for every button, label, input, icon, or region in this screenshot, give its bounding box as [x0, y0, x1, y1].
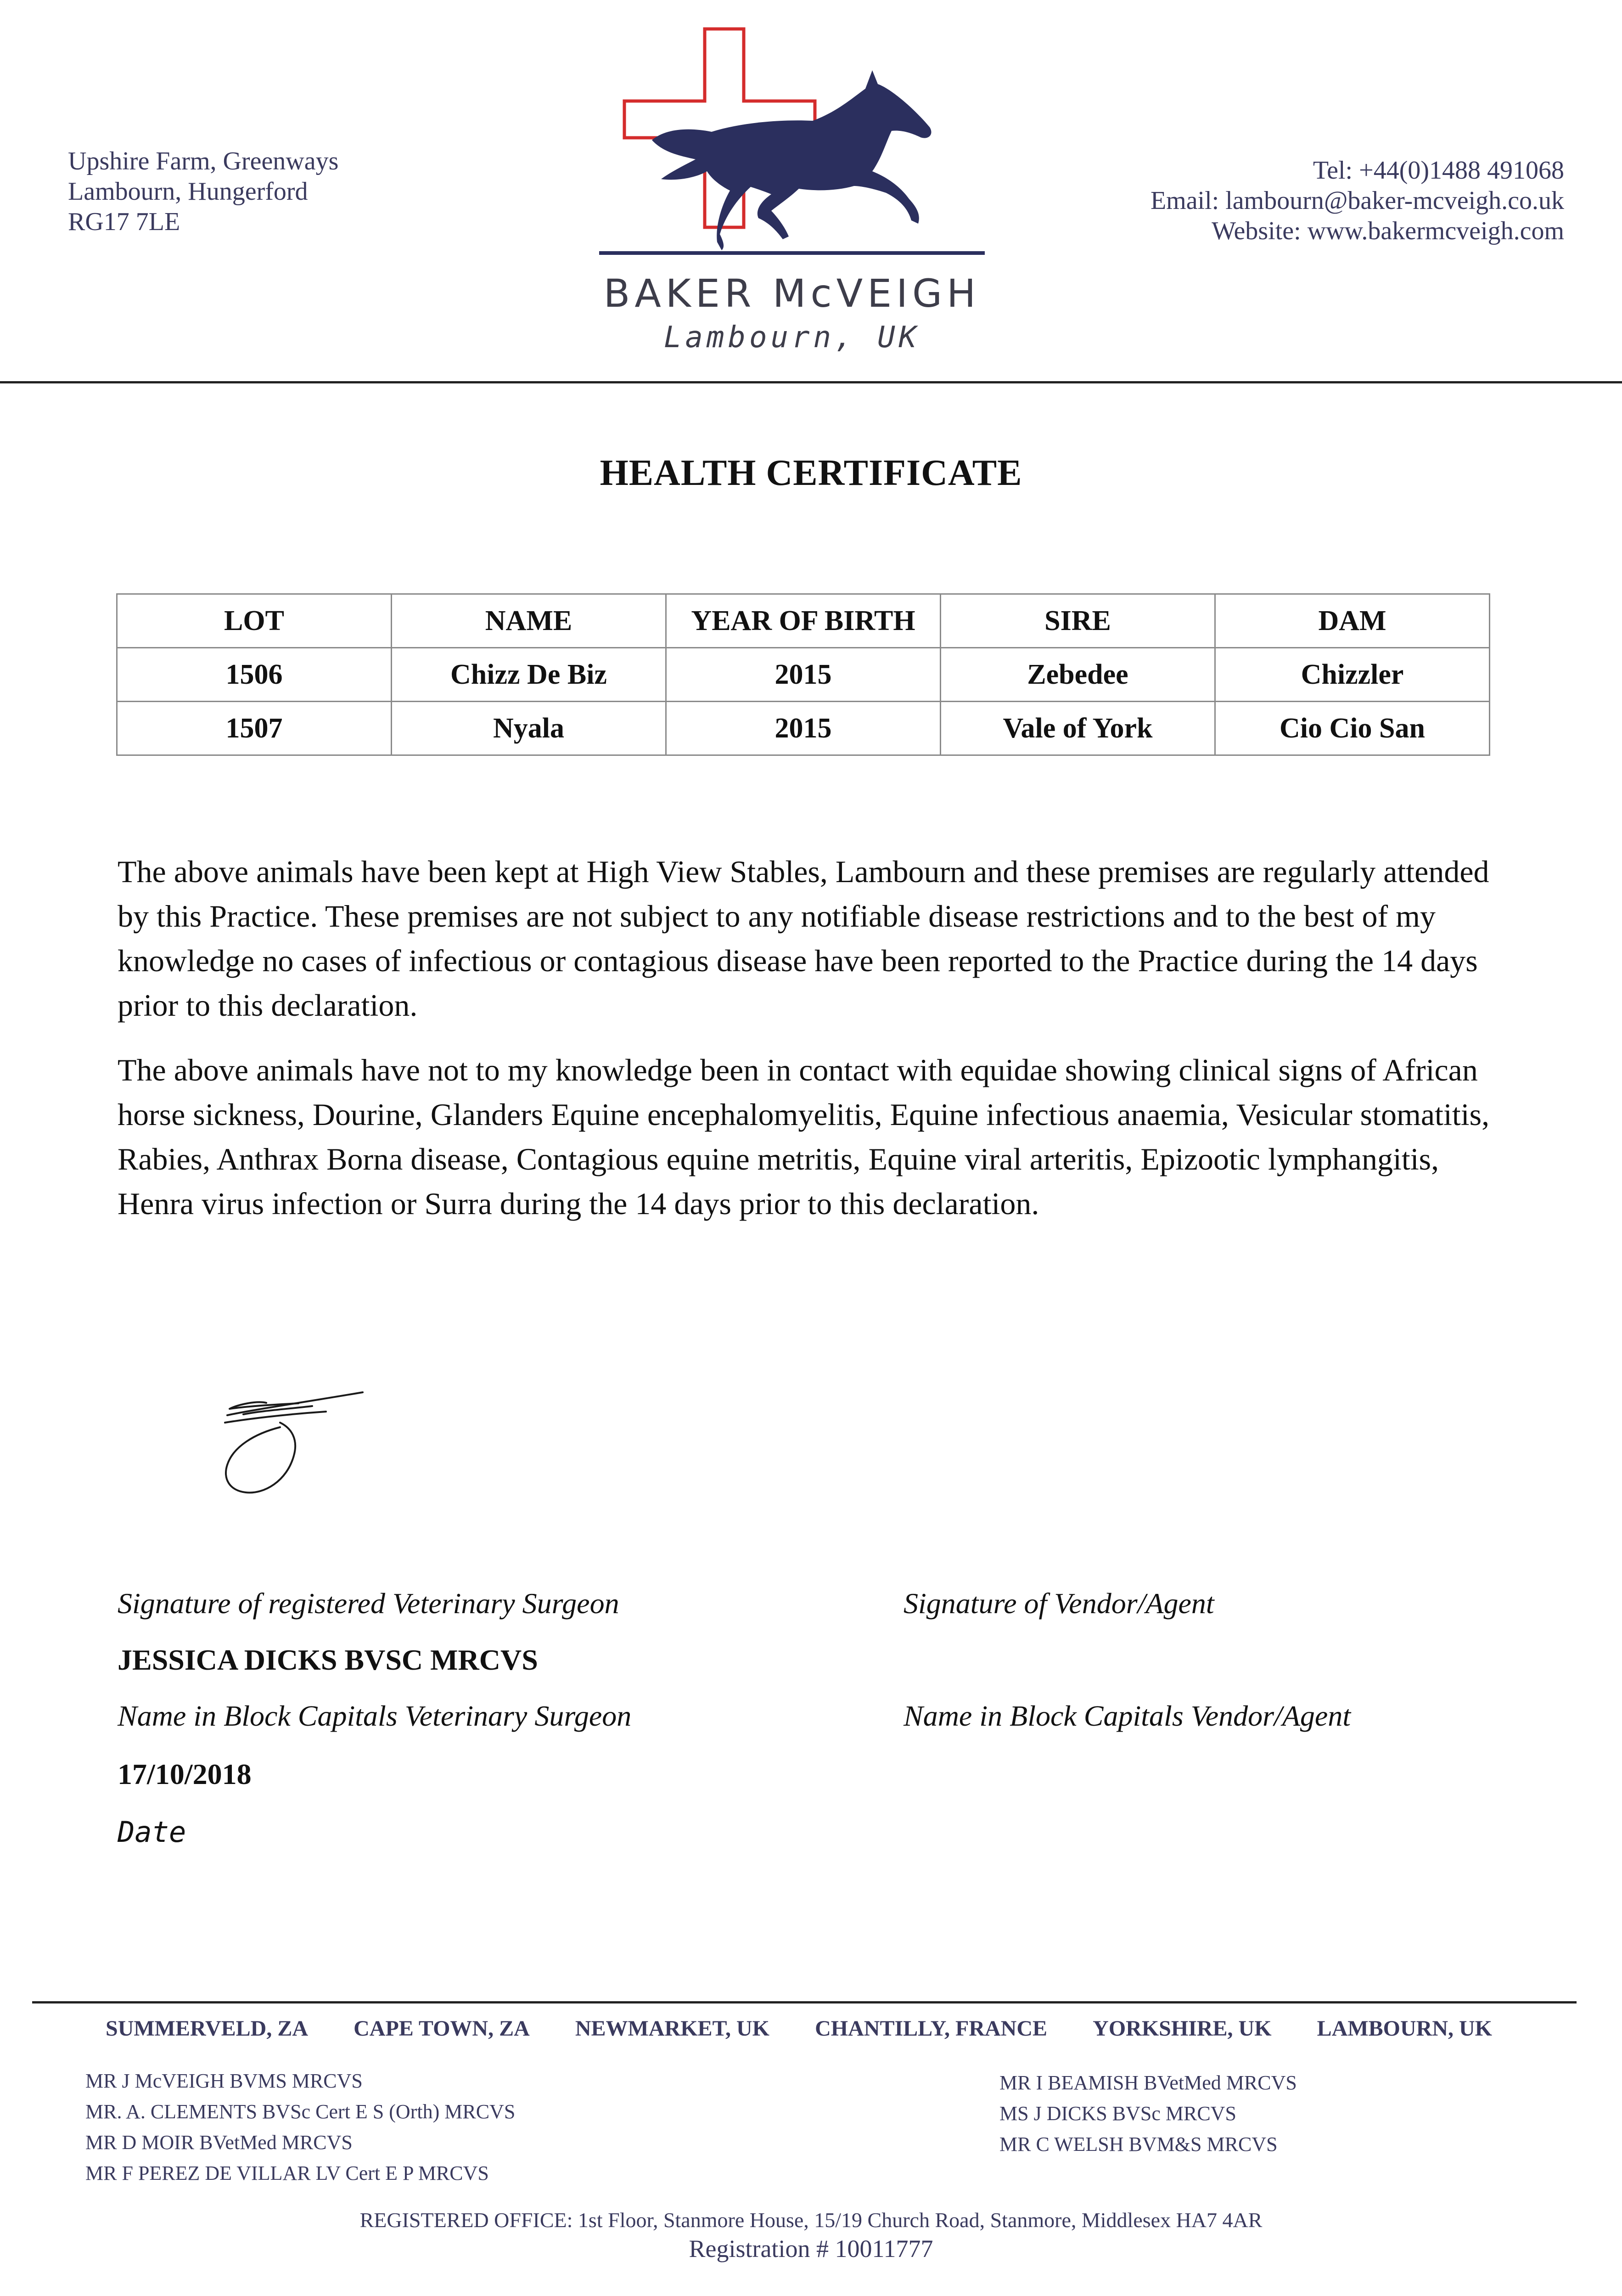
vet-handwritten-signature: [211, 1382, 418, 1534]
vendor-name-label: Name in Block Capitals Vendor/Agent: [904, 1699, 1351, 1732]
table-row: [117, 648, 1490, 702]
veterinary-staff-right: [999, 2067, 1297, 2160]
staff-member: MR. A. CLEMENTS BVSc Cert E S (Orth) MRCVS: [85, 2100, 516, 2123]
practice-locations: [106, 2016, 1492, 2041]
location-item: LAMBOURN, UK: [1317, 2016, 1492, 2041]
column-header-year-of-birth: YEAR OF BIRTH: [666, 594, 941, 648]
cell-name: Nyala: [392, 702, 666, 755]
declaration-paragraph-premises: The above animals have been kept at High View Stables, Lambourn and these premises are regularly attended by this Practice. These premises are not subject to any notifiable disease restrictions and to the best of my knowledge no cases of infectious or contagious disease have been reported to the Practice during the 14 days prior to this declaration.: [118, 854, 1489, 1023]
date-label: Date: [118, 1815, 186, 1849]
vet-name: JESSICA DICKS BVSC MRCVS: [118, 1643, 538, 1676]
contact-email[interactable]: Email: lambourn@baker-mcveigh.co.uk: [1150, 186, 1564, 215]
staff-member: MR D MOIR BVetMed MRCVS: [85, 2131, 353, 2154]
table-header-row: [117, 594, 1490, 648]
column-header-lot: LOT: [117, 594, 392, 648]
cell-year-of-birth: 2015: [666, 702, 941, 755]
location-item: SUMMERVELD, ZA: [106, 2016, 308, 2041]
practice-address: [68, 146, 338, 237]
horse-icon: [652, 70, 931, 250]
table-row: [117, 702, 1490, 755]
cell-dam: Cio Cio San: [1215, 702, 1490, 755]
vet-signature-label: Signature of registered Veterinary Surgeon: [118, 1587, 619, 1620]
location-item: CHANTILLY, FRANCE: [815, 2016, 1048, 2041]
practice-contact: [1151, 155, 1564, 246]
cell-lot: 1507: [117, 702, 392, 755]
logo-brand-name: BAKER McVEIGH: [603, 271, 981, 316]
cell-sire: Vale of York: [941, 702, 1215, 755]
staff-member: MR F PEREZ DE VILLAR LV Cert E P MRCVS: [85, 2162, 489, 2184]
lots-table: [116, 593, 1490, 756]
footer-divider: [32, 2001, 1577, 2003]
vet-name-label: Name in Block Capitals Veterinary Surgeon: [118, 1699, 632, 1732]
cell-sire: Zebedee: [941, 648, 1215, 702]
cell-dam: Chizzler: [1215, 648, 1490, 702]
logo-subtitle: Lambourn, UK: [663, 321, 920, 355]
veterinary-staff-left: [85, 2065, 515, 2189]
staff-member: MS J DICKS BVSc MRCVS: [999, 2102, 1236, 2125]
vendor-signature-label: Signature of Vendor/Agent: [904, 1587, 1214, 1620]
address-line: Upshire Farm, Greenways: [68, 147, 339, 175]
column-header-sire: SIRE: [941, 594, 1215, 648]
location-item: CAPE TOWN, ZA: [354, 2016, 530, 2041]
contact-phone: Tel: +44(0)1488 491068: [1313, 156, 1564, 185]
declaration-date: 17/10/2018: [118, 1758, 252, 1790]
staff-member: MR C WELSH BVM&S MRCVS: [999, 2133, 1278, 2155]
staff-member: MR I BEAMISH BVetMed MRCVS: [999, 2071, 1297, 2094]
contact-website[interactable]: Website: www.bakermcveigh.com: [1212, 217, 1564, 245]
document-title: HEALTH CERTIFICATE: [600, 453, 1022, 493]
address-line: Lambourn, Hungerford: [68, 177, 308, 206]
location-item: NEWMARKET, UK: [575, 2016, 769, 2041]
column-header-name: NAME: [392, 594, 666, 648]
registered-office: REGISTERED OFFICE: 1st Floor, Stanmore House, 15/19 Church Road, Stanmore, Middlesex HA7 4AR: [359, 2208, 1263, 2232]
cell-lot: 1506: [117, 648, 392, 702]
address-line: RG17 7LE: [68, 208, 180, 236]
header-divider: [0, 381, 1622, 383]
cell-name: Chizz De Biz: [392, 648, 666, 702]
registration-number: Registration # 10011777: [689, 2235, 933, 2262]
staff-member: MR J McVEIGH BVMS MRCVS: [85, 2070, 363, 2092]
logo-underline: [599, 251, 985, 255]
column-header-dam: DAM: [1215, 594, 1490, 648]
declaration-paragraph-diseases: The above animals have not to my knowledge been in contact with equidae showing clinical signs of African horse sickness, Dourine, Glanders Equine encephalomyelitis, Equine infectious anaemia, Vesicular stomatitis, Rabies, Anthrax Borna disease, Contagious equine metritis, Equine viral arteritis, Epizootic lymphangitis, Henra virus infection or Surra during the 14 days prior to this declaration.: [118, 1052, 1490, 1221]
location-item: YORKSHIRE, UK: [1093, 2016, 1272, 2041]
cell-year-of-birth: 2015: [666, 648, 941, 702]
